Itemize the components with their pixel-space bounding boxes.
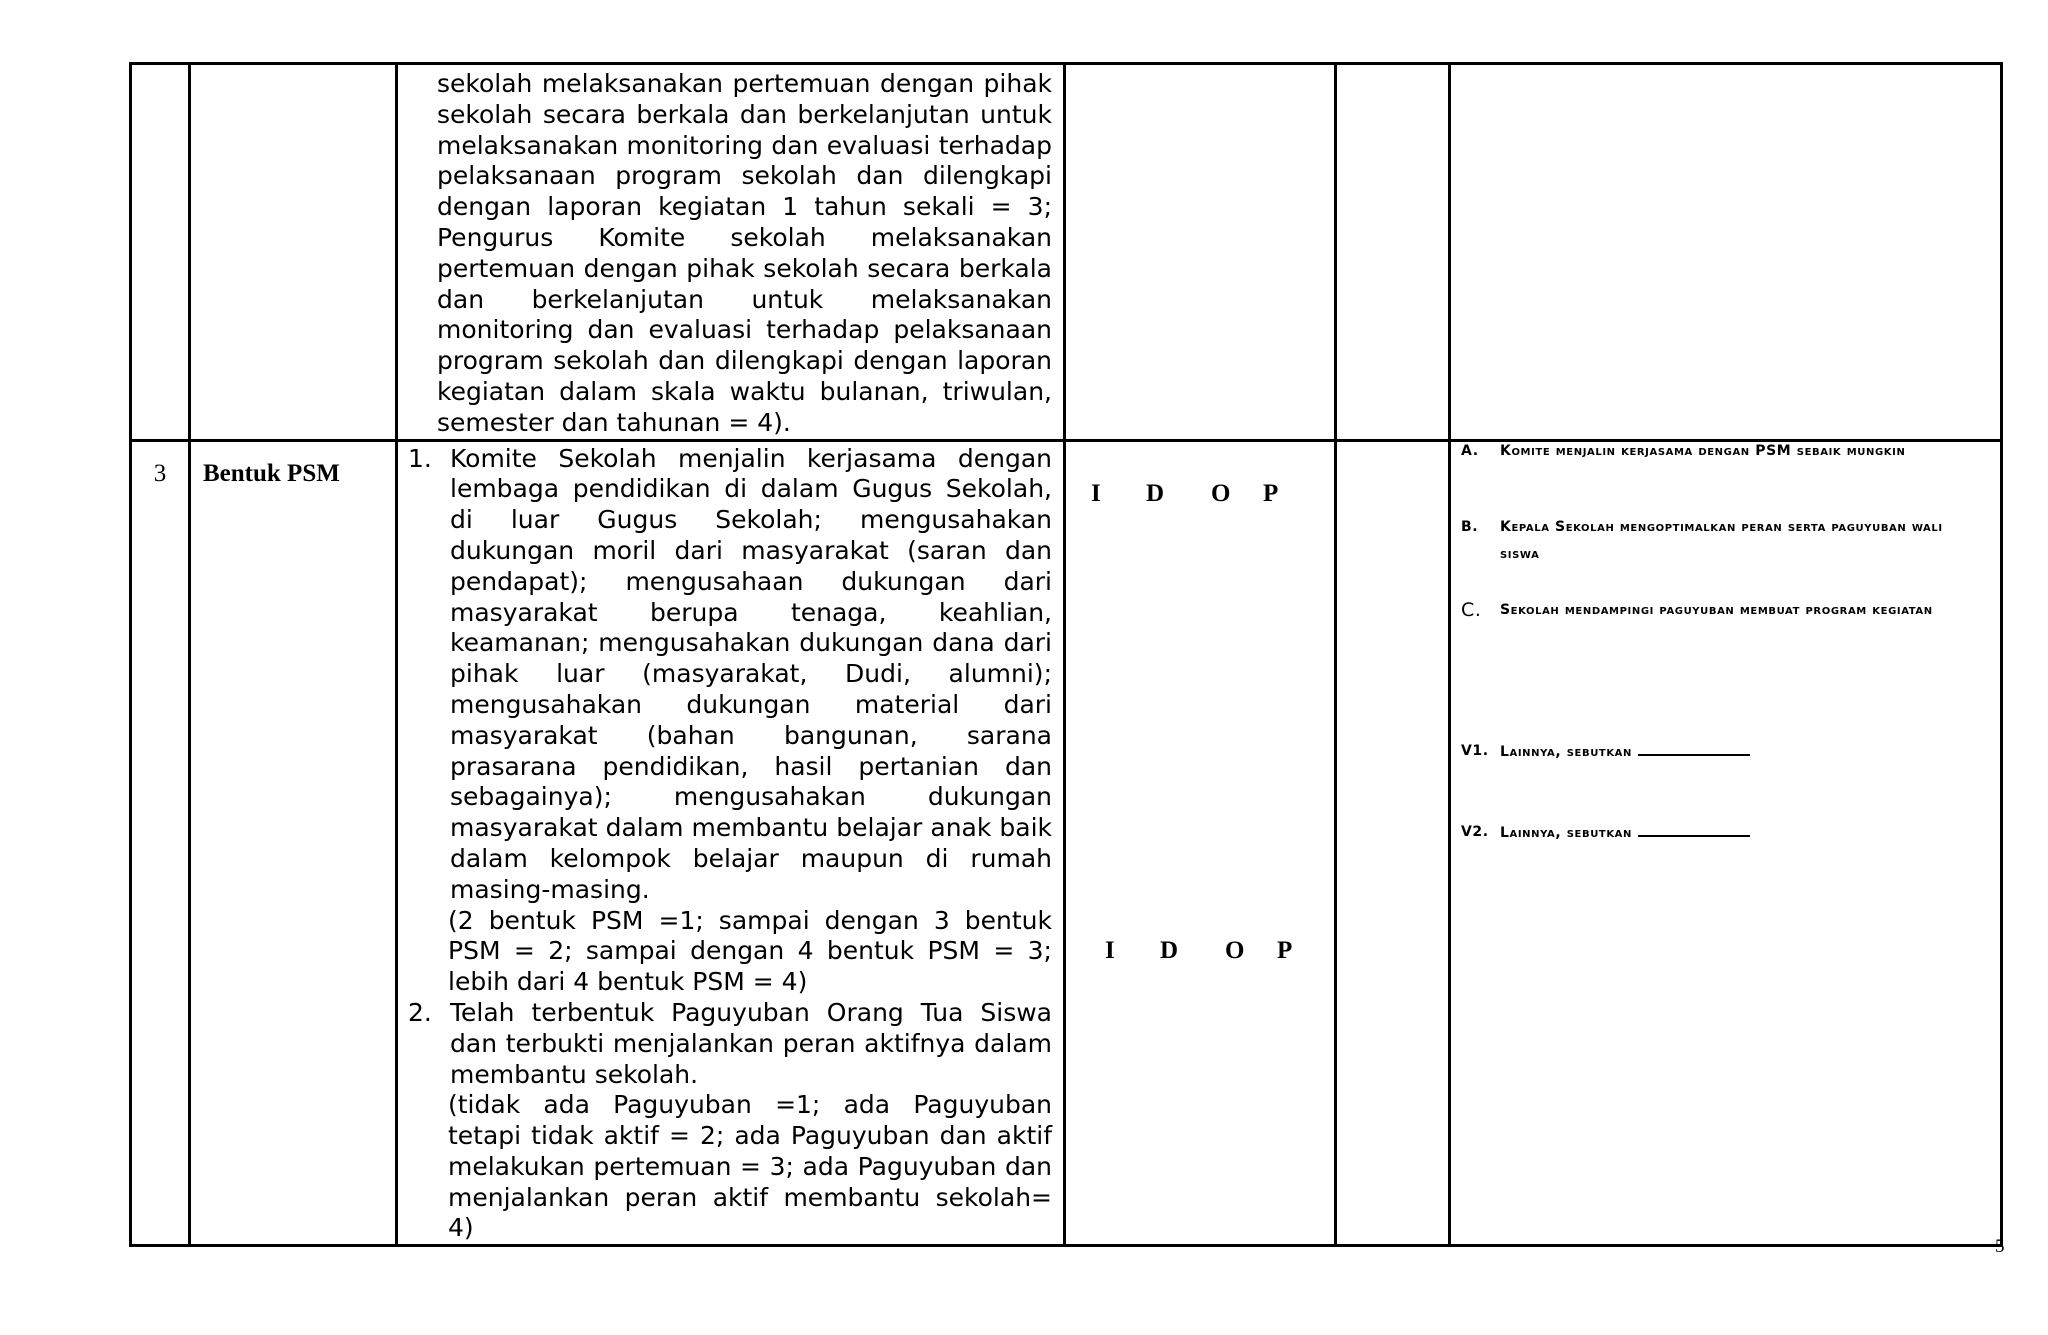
notes-cell: [1450, 440, 2002, 1246]
score-cell: [1065, 440, 1336, 1246]
score-option: P: [1277, 936, 1293, 964]
fill-in-blank[interactable]: [1638, 738, 1750, 756]
number-cell: 3: [131, 440, 190, 1246]
note-text: Lainnya, sebutkan: [1500, 824, 1632, 841]
table-row: [131, 440, 2002, 1246]
note-item: [1461, 819, 1970, 847]
item-text: Telah terbentuk Paguyuban Orang Tua Siswa dan terbukti menjalankan peran aktifnya dalam membantu sekolah.: [450, 997, 1052, 1089]
note-item: [1461, 514, 1970, 568]
number-cell: [131, 64, 190, 441]
score-option: I: [1091, 479, 1101, 507]
score-option: I: [1105, 936, 1115, 964]
score-options: [1091, 480, 1278, 508]
note-text: Komite menjalin kerjasama dengan PSM sebaik mungkin: [1500, 442, 1906, 459]
aspect-cell: Bentuk PSM: [190, 440, 397, 1246]
note-item: [1461, 738, 1970, 766]
item-number: 1.: [408, 443, 432, 473]
page-number: 5: [1995, 1236, 2005, 1257]
note-item: [1461, 438, 1970, 465]
note-label: V2.: [1461, 823, 1489, 840]
criteria-item: [408, 444, 1052, 906]
score-option: O: [1211, 479, 1231, 507]
item-text: Komite Sekolah menjalin kerjasama dengan lembaga pendidikan di dalam Gugus Sekolah, di luar Gugus Sekolah; mengusahakan dukungan moril dari masyarakat (saran dan pendapat); mengusahaan dukungan dari masyarakat berupa tenaga, keahlian, keamanan; mengusahakan dukungan dana dari pihak luar (masyarakat, Dudi, alumni); mengusahakan dukungan material dari masyarakat (bahan bangunan, sarana prasarana pendidikan, hasil pertanian dan sebagainya); mengusahakan dukungan masyarakat dalam membantu belajar anak baik dalam kelompok belajar maupun di rumah masing-masing.: [450, 443, 1052, 904]
aspect-cell: [190, 64, 397, 441]
description-cell: [397, 440, 1065, 1246]
fill-in-blank[interactable]: [1638, 819, 1750, 837]
score-option: D: [1146, 479, 1165, 507]
evaluation-table: [129, 62, 2003, 1247]
item-number: 2.: [408, 997, 432, 1027]
score-option: P: [1263, 479, 1279, 507]
note-label: B.: [1461, 518, 1479, 535]
note-label: V1.: [1461, 742, 1489, 759]
score-option: D: [1160, 936, 1179, 964]
note-label: C.: [1461, 598, 1482, 621]
description-text: sekolah melaksanakan pertemuan dengan pihak sekolah secara berkala dan berkelanjutan untuk melaksanakan monitoring dan evaluasi terhadap pelaksanaan program sekolah dan dilengkapi dengan laporan kegiatan 1 tahun sekali = 3; Pengurus Komite sekolah melaksanakan pertemuan dengan pihak sekolah secara berkala dan berkelanjutan untuk melaksanakan monitoring dan evaluasi terhadap pelaksanaan program sekolah dan dilengkapi dengan laporan kegiatan dalam skala waktu bulanan, triwulan, semester dan tahunan = 4).: [437, 69, 1052, 437]
note-text: Sekolah mendampingi paguyuban membuat program kegiatan: [1500, 601, 1933, 618]
score-options: [1105, 937, 1292, 965]
item-criteria: (tidak ada Paguyuban =1; ada Paguyuban tetapi tidak aktif = 2; ada Paguyuban dan aktif melakukan pertemuan = 3; ada Paguyuban dan menjalankan peran aktif membantu sekolah= 4): [448, 1090, 1052, 1243]
table-row: [131, 64, 2002, 441]
item-criteria: (2 bentuk PSM =1; sampai dengan 3 bentuk PSM = 2; sampai dengan 4 bentuk PSM = 3; lebih dari 4 bentuk PSM = 4): [448, 905, 1052, 997]
blank-cell: [1336, 64, 1450, 441]
score-cell: [1065, 64, 1336, 441]
note-label: A.: [1461, 442, 1479, 459]
description-cell: [397, 64, 1065, 441]
note-text: Lainnya, sebutkan: [1500, 743, 1632, 760]
score-option: O: [1225, 936, 1245, 964]
note-text: Kepala Sekolah mengoptimalkan peran serta paguyuban wali siswa: [1500, 518, 1943, 562]
blank-cell: [1336, 440, 1450, 1246]
notes-cell: [1450, 64, 2002, 441]
note-item: [1461, 597, 1970, 624]
criteria-item: [408, 998, 1052, 1090]
